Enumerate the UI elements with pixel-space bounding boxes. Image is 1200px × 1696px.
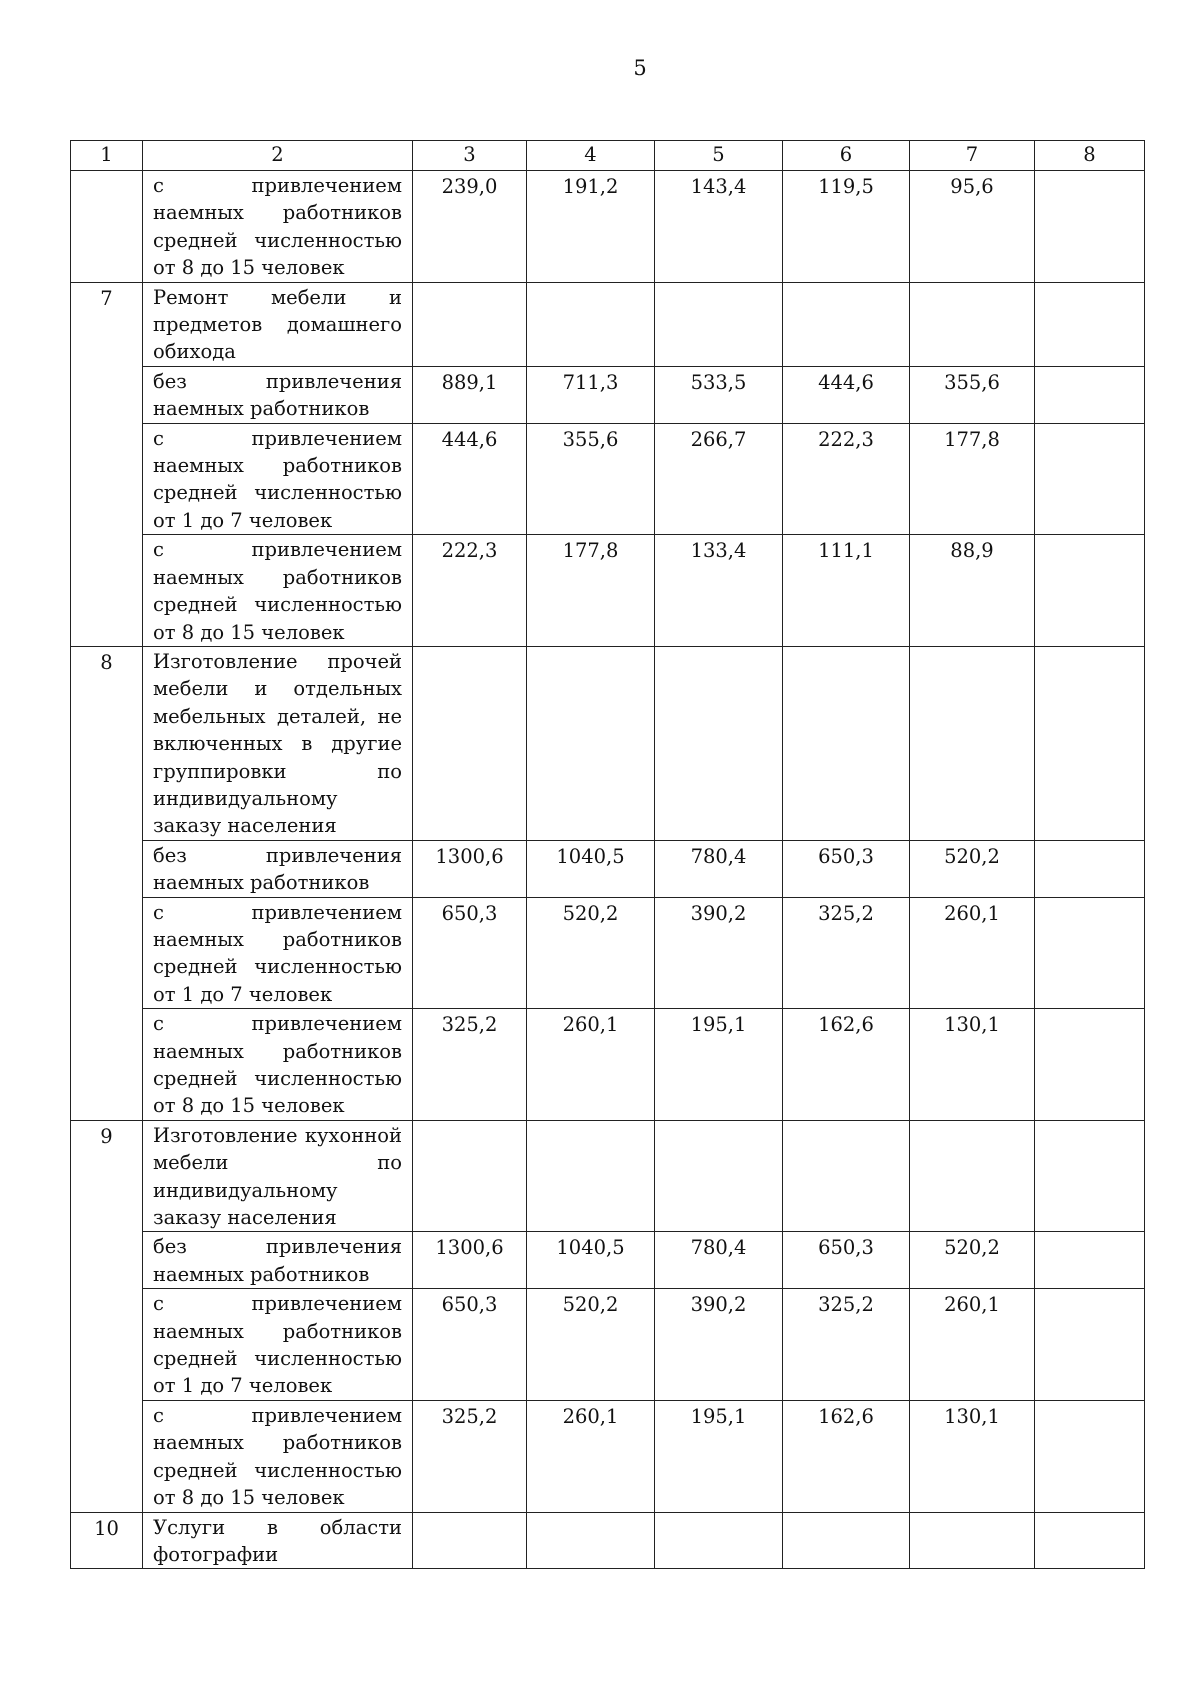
row-label-cell: с привлечением наемных работников средней численностью от 8 до 15 человек bbox=[143, 1400, 413, 1512]
value-cell-col-5: 266,7 bbox=[655, 423, 783, 535]
value-cell-col-6: 111,1 bbox=[783, 535, 910, 647]
value-cell-col-4: 260,1 bbox=[527, 1400, 655, 1512]
row-number-cell: 10 bbox=[71, 1512, 143, 1569]
value-cell-col-5: 195,1 bbox=[655, 1400, 783, 1512]
rates-table bbox=[70, 140, 1145, 1569]
value-cell-col-3: 325,2 bbox=[413, 1009, 527, 1121]
table-row bbox=[71, 1400, 1145, 1512]
value-cell-col-3: 444,6 bbox=[413, 423, 527, 535]
header-cell-6: 6 bbox=[783, 141, 910, 171]
table-row bbox=[71, 535, 1145, 647]
row-label-cell: с привлечением наемных работников средней численностью от 1 до 7 человек bbox=[143, 1289, 413, 1401]
value-cell-col-5: 195,1 bbox=[655, 1009, 783, 1121]
value-cell-col-3: 239,0 bbox=[413, 171, 527, 283]
header-cell-5: 5 bbox=[655, 141, 783, 171]
value-cell-col-8 bbox=[1035, 1232, 1145, 1289]
value-cell-col-6: 162,6 bbox=[783, 1009, 910, 1121]
table-row bbox=[71, 366, 1145, 423]
row-label-cell: с привлечением наемных работников средней численностью от 8 до 15 человек bbox=[143, 171, 413, 283]
value-cell-col-3: 1300,6 bbox=[413, 840, 527, 897]
value-cell-col-7: 95,6 bbox=[910, 171, 1035, 283]
value-cell-col-3: 325,2 bbox=[413, 1400, 527, 1512]
empty-value-cell bbox=[1035, 282, 1145, 366]
header-cell-4: 4 bbox=[527, 141, 655, 171]
value-cell-col-8 bbox=[1035, 1289, 1145, 1401]
empty-value-cell bbox=[783, 1120, 910, 1232]
value-cell-col-3: 889,1 bbox=[413, 366, 527, 423]
row-label-cell: с привлечением наемных работников средней численностью от 1 до 7 человек bbox=[143, 897, 413, 1009]
row-label-cell: с привлечением наемных работников средней численностью от 1 до 7 человек bbox=[143, 423, 413, 535]
header-cell-8: 8 bbox=[1035, 141, 1145, 171]
value-cell-col-7: 520,2 bbox=[910, 1232, 1035, 1289]
row-number-cell: 9 bbox=[71, 1120, 143, 1512]
empty-value-cell bbox=[655, 1512, 783, 1569]
value-cell-col-6: 650,3 bbox=[783, 840, 910, 897]
page-number: 5 bbox=[633, 56, 647, 80]
empty-value-cell bbox=[783, 1512, 910, 1569]
empty-value-cell bbox=[413, 646, 527, 840]
group-title-row bbox=[71, 1512, 1145, 1569]
empty-value-cell bbox=[910, 1512, 1035, 1569]
table-row bbox=[71, 171, 1145, 283]
empty-value-cell bbox=[655, 1120, 783, 1232]
row-label-cell: без привлечения наемных работников bbox=[143, 840, 413, 897]
value-cell-col-8 bbox=[1035, 1009, 1145, 1121]
empty-value-cell bbox=[783, 282, 910, 366]
empty-value-cell bbox=[413, 282, 527, 366]
value-cell-col-4: 711,3 bbox=[527, 366, 655, 423]
table-body bbox=[71, 141, 1145, 1569]
empty-value-cell bbox=[527, 1120, 655, 1232]
table-row bbox=[71, 1009, 1145, 1121]
value-cell-col-7: 260,1 bbox=[910, 897, 1035, 1009]
group-title-cell: Услуги в области фотографии bbox=[143, 1512, 413, 1569]
empty-value-cell bbox=[413, 1512, 527, 1569]
value-cell-col-4: 1040,5 bbox=[527, 840, 655, 897]
value-cell-col-4: 520,2 bbox=[527, 897, 655, 1009]
row-number-cell bbox=[71, 171, 143, 283]
value-cell-col-8 bbox=[1035, 1400, 1145, 1512]
empty-value-cell bbox=[1035, 646, 1145, 840]
row-label-cell: без привлечения наемных работников bbox=[143, 366, 413, 423]
table-row bbox=[71, 1232, 1145, 1289]
value-cell-col-7: 130,1 bbox=[910, 1009, 1035, 1121]
header-cell-1: 1 bbox=[71, 141, 143, 171]
value-cell-col-5: 780,4 bbox=[655, 840, 783, 897]
value-cell-col-7: 130,1 bbox=[910, 1400, 1035, 1512]
value-cell-col-8 bbox=[1035, 366, 1145, 423]
row-label-cell: без привлечения наемных работников bbox=[143, 1232, 413, 1289]
value-cell-col-5: 533,5 bbox=[655, 366, 783, 423]
empty-value-cell bbox=[655, 282, 783, 366]
value-cell-col-4: 355,6 bbox=[527, 423, 655, 535]
value-cell-col-7: 260,1 bbox=[910, 1289, 1035, 1401]
value-cell-col-3: 1300,6 bbox=[413, 1232, 527, 1289]
value-cell-col-3: 650,3 bbox=[413, 897, 527, 1009]
value-cell-col-6: 162,6 bbox=[783, 1400, 910, 1512]
header-cell-3: 3 bbox=[413, 141, 527, 171]
value-cell-col-6: 650,3 bbox=[783, 1232, 910, 1289]
value-cell-col-8 bbox=[1035, 897, 1145, 1009]
empty-value-cell bbox=[655, 646, 783, 840]
row-label-cell: с привлечением наемных работников средней численностью от 8 до 15 человек bbox=[143, 535, 413, 647]
value-cell-col-6: 222,3 bbox=[783, 423, 910, 535]
group-title-row bbox=[71, 282, 1145, 366]
header-row bbox=[71, 141, 1145, 171]
value-cell-col-7: 355,6 bbox=[910, 366, 1035, 423]
row-number-cell: 8 bbox=[71, 646, 143, 1120]
empty-value-cell bbox=[910, 646, 1035, 840]
empty-value-cell bbox=[910, 282, 1035, 366]
value-cell-col-5: 143,4 bbox=[655, 171, 783, 283]
table-row bbox=[71, 840, 1145, 897]
value-cell-col-8 bbox=[1035, 535, 1145, 647]
row-label-cell: с привлечением наемных работников средней численностью от 8 до 15 человек bbox=[143, 1009, 413, 1121]
empty-value-cell bbox=[413, 1120, 527, 1232]
value-cell-col-4: 177,8 bbox=[527, 535, 655, 647]
value-cell-col-7: 177,8 bbox=[910, 423, 1035, 535]
value-cell-col-6: 119,5 bbox=[783, 171, 910, 283]
group-title-row bbox=[71, 1120, 1145, 1232]
value-cell-col-7: 520,2 bbox=[910, 840, 1035, 897]
value-cell-col-4: 1040,5 bbox=[527, 1232, 655, 1289]
value-cell-col-5: 390,2 bbox=[655, 1289, 783, 1401]
empty-value-cell bbox=[1035, 1120, 1145, 1232]
empty-value-cell bbox=[527, 282, 655, 366]
value-cell-col-3: 222,3 bbox=[413, 535, 527, 647]
table-row bbox=[71, 897, 1145, 1009]
value-cell-col-6: 444,6 bbox=[783, 366, 910, 423]
value-cell-col-7: 88,9 bbox=[910, 535, 1035, 647]
value-cell-col-4: 520,2 bbox=[527, 1289, 655, 1401]
empty-value-cell bbox=[1035, 1512, 1145, 1569]
value-cell-col-5: 133,4 bbox=[655, 535, 783, 647]
value-cell-col-5: 780,4 bbox=[655, 1232, 783, 1289]
header-cell-7: 7 bbox=[910, 141, 1035, 171]
value-cell-col-3: 650,3 bbox=[413, 1289, 527, 1401]
value-cell-col-6: 325,2 bbox=[783, 1289, 910, 1401]
empty-value-cell bbox=[527, 1512, 655, 1569]
value-cell-col-4: 191,2 bbox=[527, 171, 655, 283]
table-row bbox=[71, 423, 1145, 535]
group-title-cell: Ремонт мебели и предметов домашнего обихода bbox=[143, 282, 413, 366]
group-title-row bbox=[71, 646, 1145, 840]
row-number-cell: 7 bbox=[71, 282, 143, 646]
table-row bbox=[71, 1289, 1145, 1401]
group-title-cell: Изготовление кухонной мебели по индивидуальному заказу населения bbox=[143, 1120, 413, 1232]
header-cell-2: 2 bbox=[143, 141, 413, 171]
value-cell-col-8 bbox=[1035, 171, 1145, 283]
value-cell-col-8 bbox=[1035, 423, 1145, 535]
value-cell-col-5: 390,2 bbox=[655, 897, 783, 1009]
value-cell-col-4: 260,1 bbox=[527, 1009, 655, 1121]
group-title-cell: Изготовление прочей мебели и отдельных мебельных деталей, не включенных в другие группировки по индивидуальному заказу населения bbox=[143, 646, 413, 840]
value-cell-col-6: 325,2 bbox=[783, 897, 910, 1009]
empty-value-cell bbox=[910, 1120, 1035, 1232]
value-cell-col-8 bbox=[1035, 840, 1145, 897]
empty-value-cell bbox=[527, 646, 655, 840]
empty-value-cell bbox=[783, 646, 910, 840]
